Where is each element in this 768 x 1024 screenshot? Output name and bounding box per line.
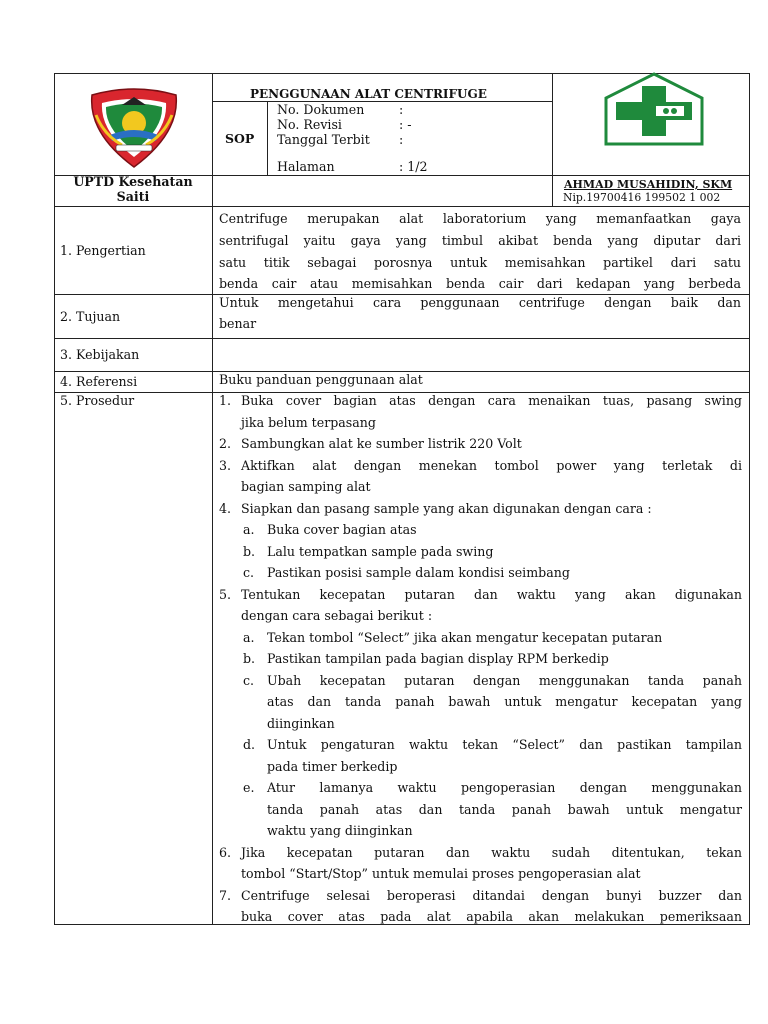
sub-step-text: Tekan tombol “Select” jika akan mengatur kecepatan putaran <box>267 629 663 645</box>
step-number: 1. <box>219 393 232 408</box>
sub-step-marker: d. <box>243 737 256 752</box>
sub-step-text: Atur lamanya waktu pengoperasian dengan menggunakan <box>267 780 742 795</box>
section-label-pengertian: 1. Pengertian <box>60 243 146 258</box>
col-divider <box>212 73 213 925</box>
step-text: Siapkan dan pasang sample yang akan digunakan dengan cara : <box>241 500 652 516</box>
sub-step-text: waktu yang diinginkan <box>267 823 413 838</box>
sub-step-text: tanda panah atas dan tanda panah bawah untuk mengatur <box>267 801 742 817</box>
sop-label: SOP <box>225 131 255 146</box>
field-label-dokumen: No. Dokumen <box>277 102 365 117</box>
step-text: jika belum terpasang <box>241 414 376 430</box>
sub-step-text: Pastikan posisi sample dalam kondisi seimbang <box>267 565 570 580</box>
section-label-kebijakan: 3. Kebijakan <box>60 347 140 362</box>
prosedur-list <box>219 390 743 924</box>
signer-name: AHMAD MUSAHIDIN, SKM <box>564 178 733 191</box>
signer-nip: Nip.19700416 199502 1 002 <box>563 191 721 204</box>
document-title: PENGGUNAAN ALAT CENTRIFUGE <box>250 87 487 101</box>
referensi-text: Buku panduan penggunaan alat <box>219 372 423 387</box>
step-text: Centrifuge selesai beroperasi ditandai dengan bunyi buzzer dan <box>241 887 742 903</box>
step-text: Aktifkan alat dengan menekan tombol power yang terletak di <box>241 457 742 473</box>
step-number: 6. <box>219 844 232 860</box>
field-label-tanggal: Tanggal Terbit <box>277 132 370 147</box>
text-line: sentrifugal yaitu gaya yang timbul akibat benda yang diputar dari <box>219 233 741 248</box>
field-label-revisi: No. Revisi <box>277 117 342 132</box>
col-divider <box>552 73 553 206</box>
field-value-dokumen: : <box>399 102 404 117</box>
text-line: Centrifuge merupakan alat laboratorium yang memanfaatkan gaya <box>219 211 741 226</box>
col-divider <box>267 101 268 175</box>
step-text: Tentukan kecepatan putaran dan waktu yang akan digunakan <box>241 586 742 602</box>
regency-crest-icon <box>82 85 186 171</box>
org-name-line1: UPTD Kesehatan <box>73 174 193 189</box>
text-line: benda cair atau memisahkan benda cair dari kedapan yang berbeda <box>219 276 741 291</box>
step-number: 4. <box>219 500 232 516</box>
sub-step-marker: c. <box>243 672 255 688</box>
step-text: Sambungkan alat ke sumber listrik 220 Volt <box>241 436 522 451</box>
sub-step-marker: b. <box>243 543 256 559</box>
section-label-prosedur: 5. Prosedur <box>60 393 135 408</box>
step-text: Jika kecepatan putaran dan waktu sudah ditentukan, tekan <box>241 844 742 860</box>
sub-step-text: Untuk pengaturan waktu tekan “Select” dan pastikan tampilan <box>267 737 742 752</box>
sub-step-text: Lalu tempatkan sample pada swing <box>267 543 494 559</box>
step-number: 3. <box>219 457 232 473</box>
sub-step-text: Ubah kecepatan putaran dengan menggunakan tanda panah <box>267 672 742 688</box>
field-label-halaman: Halaman <box>277 159 335 174</box>
health-cross-logo-icon <box>602 72 706 148</box>
sub-step-text: Buka cover bagian atas <box>267 522 417 537</box>
field-value-tanggal: : <box>399 132 404 147</box>
sub-step-marker: b. <box>243 651 256 666</box>
step-text: bagian samping alat <box>241 479 371 494</box>
step-text: dengan cara sebagai berikut : <box>241 608 433 623</box>
field-value-halaman: : 1/2 <box>399 159 428 174</box>
row-divider <box>54 338 750 339</box>
step-number: 2. <box>219 436 232 451</box>
field-value-revisi: : - <box>399 117 412 132</box>
sub-step-text: Pastikan tampilan pada bagian display RPM berkedip <box>267 651 609 666</box>
text-line: benar <box>219 316 257 331</box>
org-name-line2: Saiti <box>116 189 150 204</box>
sub-step-text: diinginkan <box>267 715 335 731</box>
section-label-referensi: 4. Referensi <box>60 374 138 389</box>
text-line: satu titik sebagai porosnya untuk memisahkan partikel dari satu <box>219 255 741 270</box>
text-line: Untuk mengetahui cara penggunaan centrifuge dengan baik dan <box>219 295 741 310</box>
step-number: 7. <box>219 887 232 903</box>
sub-step-text: pada timer berkedip <box>267 758 398 774</box>
step-text: Buka cover bagian atas dengan cara menaikan tuas, pasang swing <box>241 393 742 408</box>
step-text: buka cover atas pada alat apabila akan melakukan pemeriksaan <box>241 909 742 924</box>
row-divider <box>54 206 750 207</box>
sub-step-marker: c. <box>243 565 255 580</box>
sub-step-marker: a. <box>243 629 255 645</box>
step-text: tombol “Start/Stop” untuk memulai proses pengoperasian alat <box>241 866 641 881</box>
sub-step-marker: a. <box>243 522 255 537</box>
sub-step-text: atas dan tanda panah bawah untuk mengatur kecepatan yang <box>267 694 742 709</box>
section-label-tujuan: 2. Tujuan <box>60 309 121 324</box>
sub-step-marker: e. <box>243 780 255 795</box>
step-number: 5. <box>219 586 232 602</box>
